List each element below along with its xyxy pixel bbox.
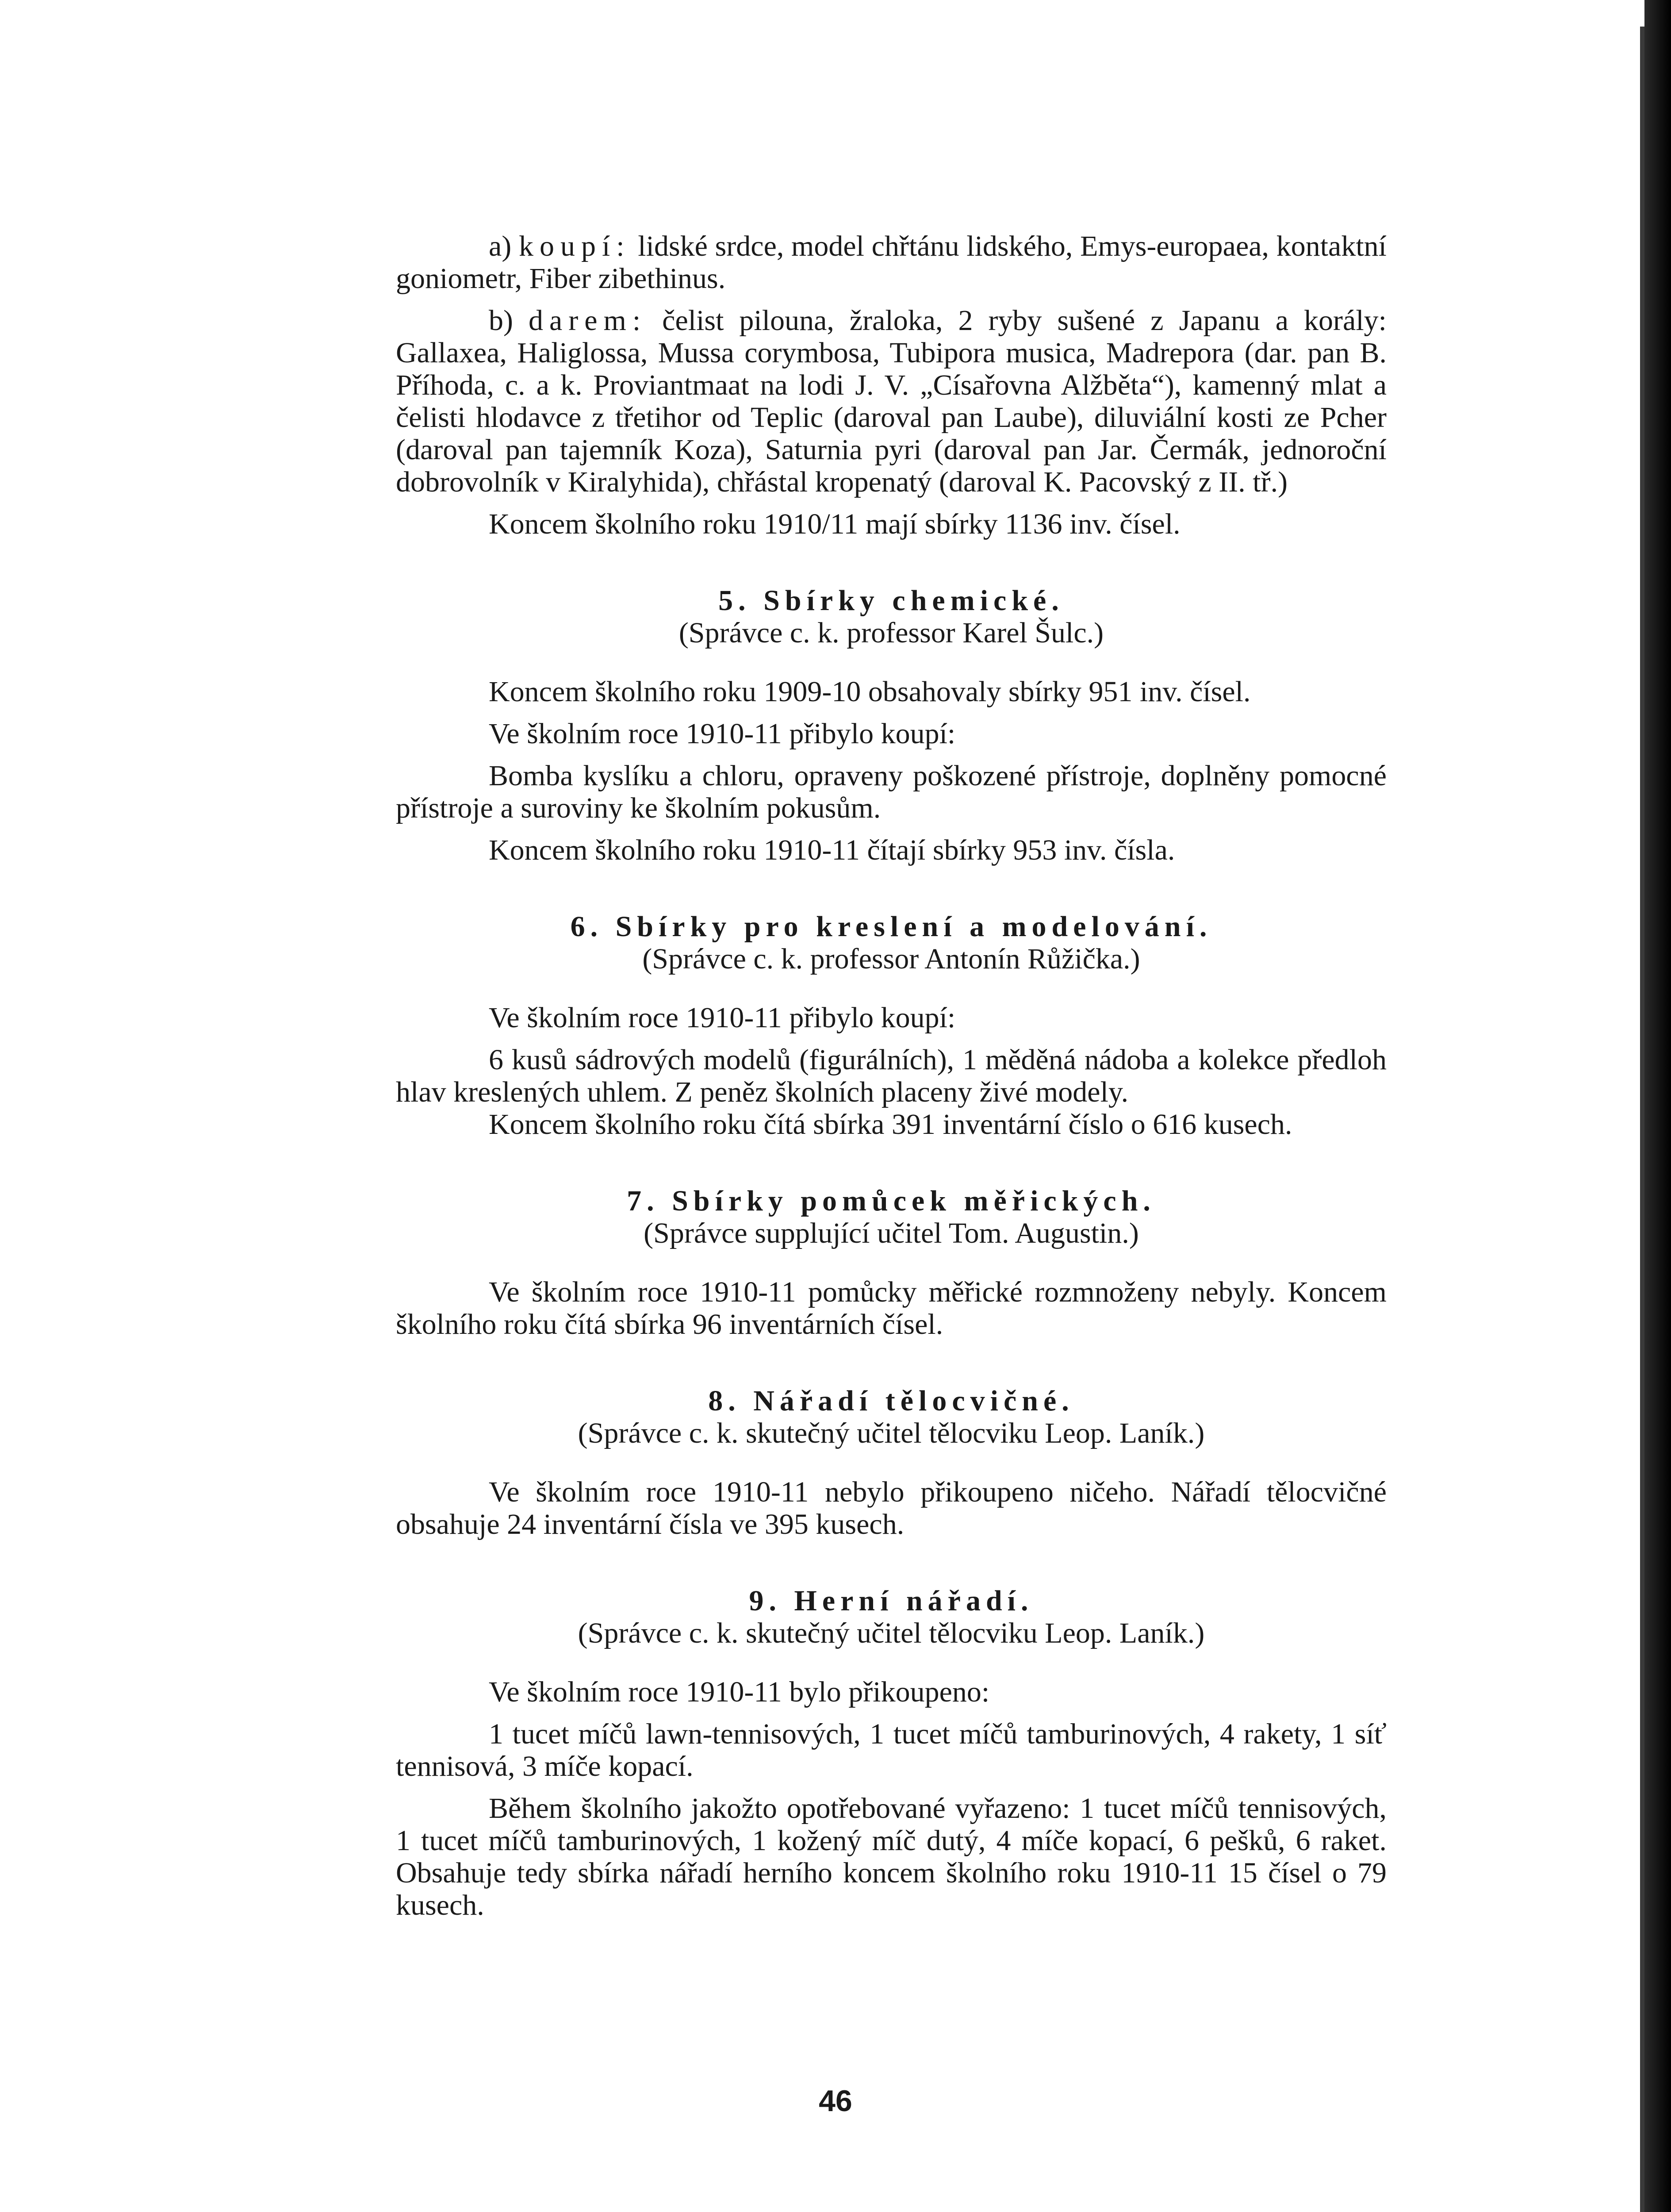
donations-paragraph: b) darem: čelist pilouna, žraloka, 2 ryby sušené z Japanu a korály: Gallaxea, Haliglossa, Mussa corymbosa, Tubipora musica, Madrepora (dar. pan B. Příhoda, c. a k. Proviantmaat na lodi J. V. „Císařovna Alžběta“), kamenný mlat a čelisti hlodavce z třetihor od Teplic (daroval pan Laube), diluviální kosti ze Pcher (daroval pan tajemník Koza), Saturnia pyri (daroval pan Jar. Čermák, jednoroční dobrovolník v Kiralyhida), chřástal kropenatý (daroval K. Pacovský z II. tř.) [396, 304, 1387, 498]
section-paragraph: Koncem školního roku 1910-11 čítají sbírky 953 inv. čísla. [489, 834, 1175, 866]
section-paragraph: 6 kusů sádrových modelů (figurálních), 1 měděná nádoba a kolekce předloh hlav kreslených uhlem. Z peněz školních placeny živé modely. [396, 1044, 1387, 1108]
page-text-block [396, 230, 1387, 1921]
section-paragraph: Koncem školního roku 1909-10 obsahovaly sbírky 951 inv. čísel. [489, 676, 1251, 708]
section-gym-equipment [396, 1385, 1387, 1449]
section-paragraph: Ve školním roce 1910-11 bylo přikoupeno: [489, 1676, 990, 1708]
section-paragraph: Ve školním roce 1910-11 přibylo koupí: [489, 718, 956, 750]
section-paragraph: Ve školním roce 1910-11 přibylo koupí: [489, 1002, 956, 1034]
section-paragraph: Koncem školního roku čítá sbírka 391 inventární číslo o 616 kusech. [489, 1108, 1292, 1141]
section-paragraph: Bomba kyslíku a chloru, opraveny poškozené přístroje, doplněny pomocné přístroje a suroviny ke školním pokusům. [396, 760, 1387, 824]
section-admin: (Správce c. k. professor Karel Šulc.) [678, 617, 1104, 649]
section-title: 6. Sbírky pro kreslení a modelování. [570, 910, 1212, 943]
section-title: 9. Herní nářadí. [749, 1585, 1034, 1617]
page-number: 46 [819, 2084, 852, 2118]
section-title: 8. Nářadí tělocvičné. [708, 1385, 1074, 1417]
section-chemical [396, 584, 1387, 649]
scan-border-line [1640, 27, 1644, 2212]
section-title: 5. Sbírky chemické. [718, 584, 1064, 617]
section-admin: (Správce supplující učitel Tom. Augustin.) [644, 1217, 1139, 1249]
section-admin: (Správce c. k. skutečný učitel tělocviku Leop. Laník.) [578, 1617, 1205, 1649]
section-admin: (Správce c. k. skutečný učitel tělocviku Leop. Laník.) [578, 1417, 1205, 1449]
section-paragraph: Ve školním roce 1910-11 nebylo přikoupeno ničeho. Nářadí tělocvičné obsahuje 24 inventární čísla ve 395 kusech. [396, 1476, 1387, 1540]
donations-label: darem: [528, 304, 647, 337]
scan-border-right [1644, 0, 1671, 2212]
section-game-equipment [396, 1585, 1387, 1649]
section-paragraph: Ve školním roce 1910-11 pomůcky měřické rozmnoženy nebyly. Koncem školního roku čítá sbírka 96 inventárních čísel. [396, 1276, 1387, 1340]
purchases-label: koupí: [518, 230, 631, 262]
section-paragraph: Během školního jakožto opotřebované vyřazeno: 1 tucet míčů tennisových, 1 tucet míčů tamburinových, 1 kožený míč dutý, 4 míče kopací, 6 pešků, 6 raket. Obsahuje tedy sbírka nářadí herního koncem školního roku 1910-11 15 čísel o 79 kusech. [396, 1792, 1387, 1921]
section-paragraph: 1 tucet míčů lawn-tennisových, 1 tucet míčů tamburinových, 4 rakety, 1 síť tennisová, 3 míče kopací. [396, 1718, 1387, 1782]
section-admin: (Správce c. k. professor Antonín Růžička.) [642, 943, 1140, 975]
collection-total: Koncem školního roku 1910/11 mají sbírky 1136 inv. čísel. [489, 508, 1180, 540]
section-measuring [396, 1185, 1387, 1249]
purchases-paragraph: a) koupí: lidské srdce, model chřtánu lidského, Emys-europaea, kontaktní goniometr, Fiber zibethinus. [396, 230, 1387, 295]
section-drawing [396, 910, 1387, 975]
section-title: 7. Sbírky pomůcek měřických. [627, 1185, 1156, 1217]
